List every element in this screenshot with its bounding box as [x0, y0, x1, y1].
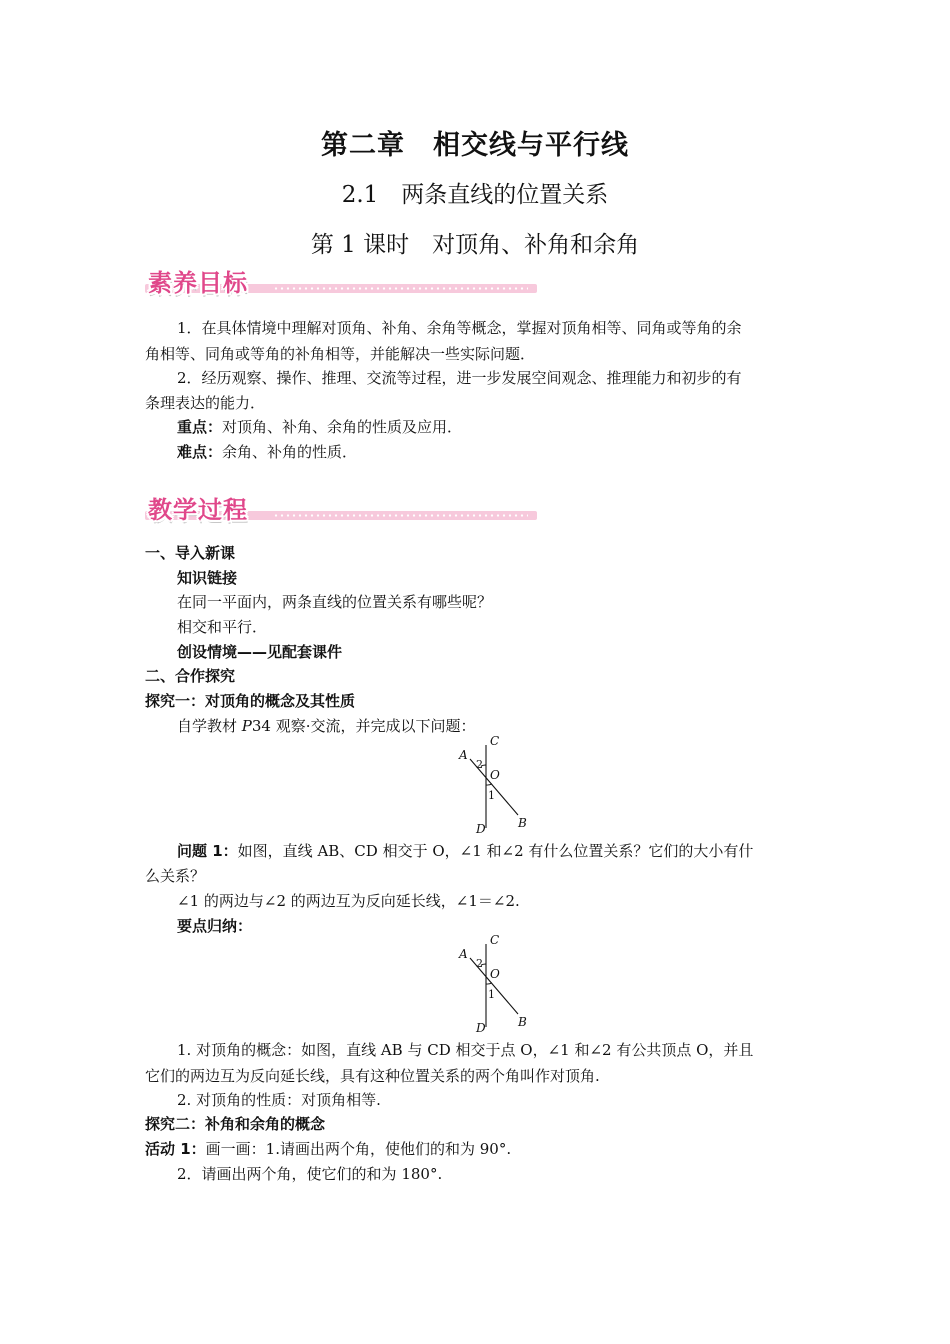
label-a: A — [459, 748, 468, 762]
banner-dots — [273, 287, 528, 290]
difficult-label: 难点： — [177, 443, 223, 461]
self-study-pre: 自学教材 — [177, 717, 242, 735]
key-label: 重点： — [177, 418, 223, 436]
label-angle-2: 2 — [476, 758, 483, 771]
question-1-line-2: 么关系？ — [145, 867, 206, 885]
summary-label: 要点归纳： — [177, 917, 253, 935]
difficult-text: 余角、补角的性质． — [222, 443, 358, 461]
angle-1-arc — [486, 784, 492, 785]
question-0: 在同一平面内，两条直线的位置关系有哪些呢？ — [177, 593, 493, 611]
knowledge-link-label: 知识链接 — [177, 569, 238, 587]
question-1 — [177, 841, 753, 861]
label-d: D — [476, 1021, 486, 1035]
process-banner-label: 教学过程 — [148, 496, 248, 524]
goal-item-2-line-2: 条理表达的能力． — [145, 394, 266, 412]
label-b: B — [518, 1015, 527, 1029]
heading-explore: 二、合作探究 — [145, 667, 236, 685]
goal-item-1-line-1: 1．在具体情境中理解对顶角、补角、余角等概念，掌握对顶角相等、同角或等角的余 — [177, 319, 742, 337]
label-b: B — [518, 816, 527, 830]
activity-1 — [145, 1139, 511, 1159]
goal-item-1-line-2: 角相等、同角或等角的补角相等，并能解决一些实际问题． — [145, 345, 536, 363]
lesson-title: 第 1 课时 对顶角、补角和余角 — [310, 232, 640, 258]
summary-1-line-2: 它们的两边互为反向延长线，具有这种位置关系的两个角叫作对顶角. — [145, 1067, 600, 1085]
section-title: 2.1 两条直线的位置关系 — [341, 182, 609, 208]
label-o: O — [490, 768, 500, 782]
goal-item-2-line-1: 2．经历观察、操作、推理、交流等过程，进一步发展空间观念、推理能力和初步的有 — [177, 369, 742, 387]
label-d: D — [476, 822, 486, 836]
process-banner — [145, 490, 537, 526]
goals-banner — [145, 263, 537, 299]
difficult-point — [177, 442, 357, 462]
label-c: C — [490, 933, 500, 947]
label-angle-1: 1 — [488, 988, 495, 1001]
goals-banner-label: 素养目标 — [148, 269, 248, 297]
scenario-line: 创设情境——见配套课件 — [177, 643, 343, 661]
intersecting-lines-figure-1 — [450, 733, 534, 837]
chapter-title: 第二章 相交线与平行线 — [321, 130, 629, 161]
self-study-post: 34 观察·交流，并完成以下问题： — [251, 717, 476, 735]
summary-1-line-1: 1. 对顶角的概念：如图，直线 AB 与 CD 相交于点 O，∠1 和∠2 有公共顶点 O，并且 — [177, 1041, 754, 1059]
activity-1-label: 活动 1： — [145, 1140, 206, 1158]
heading-intro: 一、导入新课 — [145, 544, 236, 562]
label-a: A — [459, 947, 468, 961]
question-1-text: 如图，直线 AB、CD 相交于 O，∠1 和∠2 有什么位置关系？它们的大小有什 — [237, 842, 754, 860]
key-text: 对顶角、补角、余角的性质及应用． — [222, 418, 463, 436]
self-study-page-letter: P — [241, 717, 252, 735]
label-o: O — [490, 967, 500, 981]
key-point — [177, 417, 462, 437]
explore-1-title: 探究一：对顶角的概念及其性质 — [145, 692, 356, 710]
label-c: C — [490, 734, 500, 748]
answer-0: 相交和平行． — [177, 618, 268, 636]
angle-1-arc — [486, 983, 492, 984]
label-angle-1: 1 — [488, 789, 495, 802]
question-1-label: 问题 1： — [177, 842, 238, 860]
self-study-line — [177, 716, 476, 736]
label-angle-2: 2 — [476, 957, 483, 970]
banner-dots — [273, 514, 528, 517]
explore-2-title: 探究二：补角和余角的概念 — [145, 1115, 326, 1133]
answer-1: ∠1 的两边与∠2 的两边互为反向延长线，∠1＝∠2. — [177, 892, 520, 910]
activity-1-text: 画一画：1.请画出两个角，使他们的和为 90°. — [205, 1140, 512, 1158]
activity-2: 2．请画出两个角，使它们的和为 180°. — [177, 1165, 443, 1183]
summary-2: 2. 对顶角的性质：对顶角相等. — [177, 1091, 381, 1109]
intersecting-lines-figure-2 — [450, 932, 534, 1036]
